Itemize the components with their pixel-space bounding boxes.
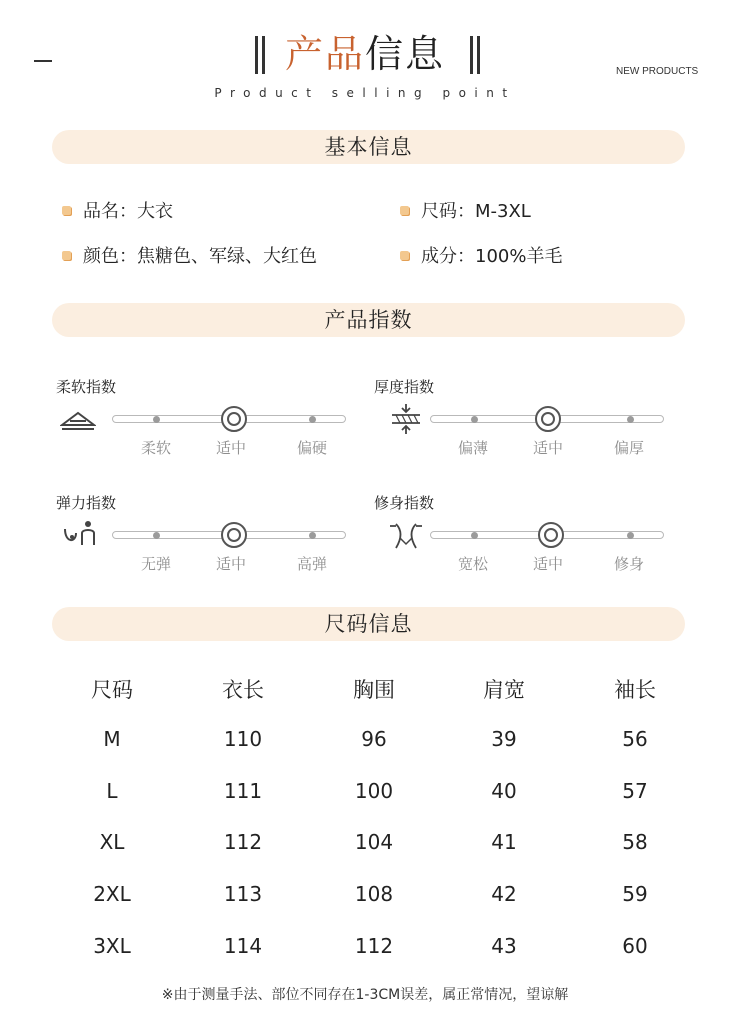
bullet-icon (400, 206, 409, 215)
section-size-info: 尺码信息 (52, 607, 685, 641)
bullet-icon (62, 251, 71, 260)
table-cell: 42 (491, 882, 517, 906)
thickness-icon (388, 404, 424, 434)
table-header: 胸围 (353, 678, 395, 702)
table-header: 衣长 (222, 678, 264, 702)
tick-label: 修身 (613, 555, 644, 573)
index-title-elastic: 弹力指数 (56, 494, 117, 512)
slider-dot (627, 532, 634, 539)
tick-label: 柔软 (140, 439, 171, 457)
table-cell: 104 (354, 830, 394, 854)
new-products-label: NEW PRODUCTS (616, 66, 699, 77)
fit-slider-knob (538, 522, 564, 548)
index-title-thickness: 厚度指数 (374, 378, 435, 396)
tick-label: 适中 (215, 439, 246, 457)
fit-icon (388, 520, 424, 550)
elastic-icon (62, 519, 98, 549)
table-cell: 96 (361, 727, 387, 751)
tick-label: 无弹 (140, 555, 171, 573)
thickness-slider-knob (535, 406, 561, 432)
measurement-footnote: ※由于测量手法、部位不同存在1-3CM误差，属正常情况，望谅解 (161, 987, 569, 1003)
bullet-icon (62, 206, 71, 215)
table-cell: 39 (491, 727, 517, 751)
tick-label: 偏薄 (457, 439, 488, 457)
table-cell: 114 (223, 934, 263, 958)
table-cell: 58 (622, 830, 648, 854)
title-divider-right (470, 36, 473, 74)
table-cell: 3XL (93, 934, 131, 958)
table-cell: 43 (491, 934, 517, 958)
info-name: 品名：大衣 (62, 200, 173, 224)
bullet-icon (400, 251, 409, 260)
table-cell: 113 (223, 882, 263, 906)
slider-dot (153, 416, 160, 423)
table-header: 肩宽 (483, 678, 525, 702)
soft-slider-knob (221, 406, 247, 432)
tick-label: 适中 (215, 555, 246, 573)
table-cell: 41 (491, 830, 517, 854)
info-size: 尺码：M-3XL (400, 200, 531, 224)
section-product-index: 产品指数 (52, 303, 685, 337)
slider-dot (471, 416, 478, 423)
table-cell: 57 (622, 779, 648, 803)
table-cell: 56 (622, 727, 648, 751)
slider-dot (627, 416, 634, 423)
slider-dot (309, 416, 316, 423)
page-subtitle: Product selling point (214, 86, 516, 100)
index-title-soft: 柔软指数 (56, 378, 117, 396)
table-cell: 111 (223, 779, 263, 803)
table-cell: 60 (622, 934, 648, 958)
table-header: 袖长 (614, 678, 656, 702)
title-rest: 信息 (365, 32, 446, 76)
section-basic-info: 基本信息 (52, 130, 685, 164)
table-cell: 40 (491, 779, 517, 803)
table-header: 尺码 (91, 678, 133, 702)
soft-icon (60, 405, 96, 435)
table-cell: 2XL (93, 882, 131, 906)
tick-label: 宽松 (457, 555, 488, 573)
table-cell: M (103, 727, 121, 751)
slider-dot (153, 532, 160, 539)
slider-dot (471, 532, 478, 539)
tick-label: 高弹 (296, 555, 327, 573)
table-cell: 112 (354, 934, 394, 958)
index-title-fit: 修身指数 (374, 494, 435, 512)
table-cell: 110 (223, 727, 263, 751)
title-accent: 产品 (284, 32, 365, 76)
tick-label: 适中 (532, 555, 563, 573)
table-cell: XL (99, 830, 125, 854)
table-cell: 100 (354, 779, 394, 803)
title-divider-right-2 (477, 36, 480, 74)
info-color: 颜色：焦糖色、军绿、大红色 (62, 245, 317, 269)
tick-label: 偏硬 (296, 439, 327, 457)
info-material: 成分：100%羊毛 (400, 245, 562, 269)
table-cell: 59 (622, 882, 648, 906)
table-cell: 108 (354, 882, 394, 906)
slider-dot (309, 532, 316, 539)
table-cell: 112 (223, 830, 263, 854)
tick-label: 偏厚 (613, 439, 644, 457)
table-cell: L (106, 779, 118, 803)
tick-label: 适中 (532, 439, 563, 457)
elastic-slider-knob (221, 522, 247, 548)
